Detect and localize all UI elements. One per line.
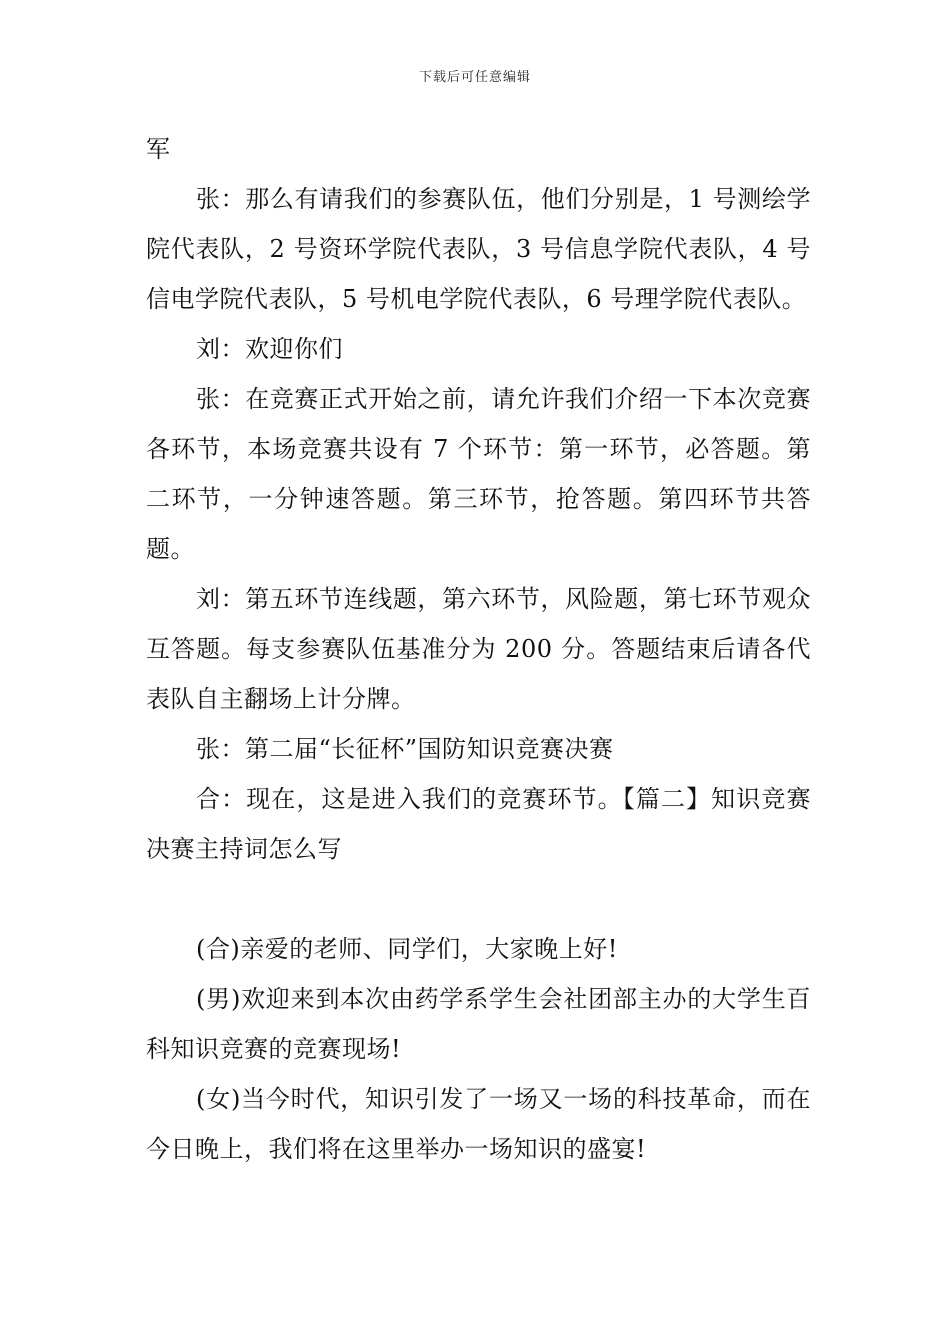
paragraph-1: 军: [146, 135, 171, 163]
paragraph-5: 刘：第五环节连线题，第六环节，风险题，第七环节观众互答题。每支参赛队伍基准分为 200 分。答题结束后请各代表队自主翻场上计分牌。: [146, 585, 811, 713]
document-body: [146, 124, 811, 1174]
paragraph-9: (男)欢迎来到本次由药学系学生会社团部主办的大学生百科知识竞赛的竞赛现场!: [146, 985, 811, 1063]
paragraph-7: 合：现在，这是进入我们的竞赛环节。【篇二】知识竞赛决赛主持词怎么写: [146, 785, 811, 863]
paragraph-6: 张：第二届“长征杯”国防知识竞赛决赛: [196, 735, 614, 763]
paragraph-4: 张：在竞赛正式开始之前，请允许我们介绍一下本次竞赛各环节，本场竞赛共设有 7 个环节：第一环节，必答题。第二环节，一分钟速答题。第三环节，抢答题。第四环节共答题。: [146, 385, 811, 563]
paragraph-10: (女)当今时代，知识引发了一场又一场的科技革命，而在今日晚上，我们将在这里举办一场知识的盛宴!: [146, 1085, 811, 1163]
paragraph-2: 张：那么有请我们的参赛队伍，他们分别是，1 号测绘学院代表队，2 号资环学院代表队，3 号信息学院代表队，4 号信电学院代表队，5 号机电学院代表队，6 号理学院代表队。: [146, 185, 811, 313]
page-header: 下载后可任意编辑: [418, 70, 531, 85]
blank-line: [146, 874, 811, 924]
paragraph-8: (合)亲爱的老师、同学们，大家晚上好!: [196, 935, 618, 963]
paragraph-3: 刘：欢迎你们: [196, 335, 343, 363]
